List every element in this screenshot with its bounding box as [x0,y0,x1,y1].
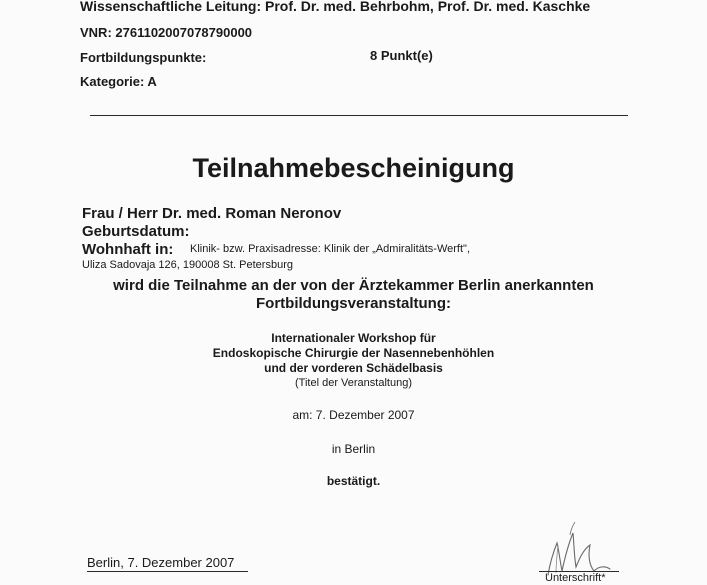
confirmation-text: bestätigt. [326,474,381,488]
event-date: am: 7. Dezember 2007 [292,408,415,422]
category: Kategorie: A [80,74,157,89]
scientific-lead: Wissenschaftliche Leitung: Prof. Dr. med. Behrbohm, Prof. Dr. med. Kaschke [80,0,591,14]
address-line-1: Klinik- bzw. Praxisadresse: Klinik der „Admiralitäts-Werft", [190,243,471,255]
vnr-number: VNR: 2761102007078790000 [80,25,253,40]
event-title-line-2: Endoskopische Chirurgie der Nasennebenhöhlen [212,346,495,360]
statement-line-2: Fortbildungsveranstaltung: [256,295,451,312]
points-label: Fortbildungspunkte: [80,50,207,65]
event-place: in Berlin [331,442,376,456]
event-title-line-3: und der vorderen Schädelbasis [264,361,443,375]
event-title-line-1: Internationaler Workshop für [271,331,436,345]
points-value: 8 Punkt(e) [370,48,433,63]
birth-date-label: Geburtsdatum: [82,223,190,240]
header-divider [90,115,628,116]
residence-label: Wohnhaft in: [82,241,174,258]
signature-label: Unterschrift* [545,572,606,584]
place-and-date: Berlin, 7. Dezember 2007 [87,555,235,570]
statement-line-1: wird die Teilnahme an der von der Ärztekammer Berlin anerkannten [113,277,594,294]
event-title-caption: (Titel der Veranstaltung) [295,377,412,389]
place-date-underline [87,571,248,572]
address-line-2: Uliza Sadovaja 126, 190008 St. Petersburg [82,259,293,271]
participant-name: Frau / Herr Dr. med. Roman Neronov [82,205,342,222]
certificate-title: Teilnahmebescheinigung [192,153,515,183]
